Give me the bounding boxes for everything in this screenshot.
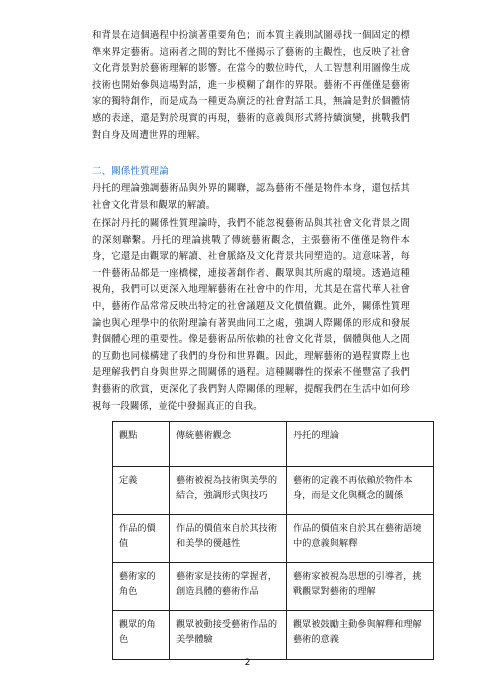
comparison-table	[112, 421, 434, 660]
section-heading: 二、關係性質理論	[92, 166, 169, 177]
table-header-row	[113, 422, 434, 467]
body-paragraph-1: 和背景在這個過程中扮演著重要角色；而本質主義則試圖尋找一個固定的標準來界定藝術。這兩者之間的對比不僅揭示了藝術的主觀性，也反映了社會文化背景對於藝術理解的影響。在當今的數位時代，人工智慧利用圖像生成技術也開始參與這場對話，進一步模糊了創作的界限。藝術不再僅僅是藝術家的獨特創作，而是成為一種更為廣泛的社會對話工具，無論是對於個體情感的表達，還是對於現實的再現，藝術的意義與形式將持續演變，挑戰我們對自身及周遭世界的理解。	[92, 30, 410, 141]
table-cell: 作品的價值來自於其在藝術語境中的意義與解釋	[287, 515, 434, 563]
table-header-cell: 傳統藝術觀念	[170, 422, 287, 467]
table-cell: 藝術家是技術的掌握者，創造具體的藝術作品	[170, 563, 287, 611]
table-cell: 觀眾被動接受藝術作品的美學體驗	[170, 611, 287, 660]
table-header-cell: 觀點	[113, 422, 170, 467]
table-row	[113, 563, 434, 611]
table-cell: 藝術家被視為思想的引導者，挑戰觀眾對藝術的理解	[287, 563, 434, 611]
table-row	[113, 611, 434, 660]
table-cell: 觀眾的角色	[113, 611, 170, 660]
body-paragraph-3: 在探討丹托的關係性質理論時，我們不能忽視藝術品與其社會文化背景之間的深刻聯繫。丹托的理論挑戰了傳統藝術觀念，主張藝術不僅僅是物件本身，它還是由觀眾的解讀、社會脈絡及文化背景共同塑造的。這意味著，每一件藝術品都是一座橋樑，連接著創作者、觀眾與其所處的環境。透過這種視角，我們可以更深入地理解藝術在社會中的作用，尤其是在當代華人社會中，藝術作品常常反映出特定的社會議題及文化價值觀。此外，關係性質理論也與心理學中的依附理論有著異曲同工之處，強調人際關係的形成和發展對個體心理的重要性。像是藝術品所依賴的社會文化背景，個體與他人之間的互動也同樣構建了我們的身份和世界觀。因此，理解藝術的過程實際上也是理解我們自身與世界之間關係的過程。這種關聯性的探索不僅豐富了我們對藝術的欣賞，更深化了我們對人際關係的理解，提醒我們在生活中如何珍視每一段關係，並從中發掘真正的自我。	[92, 218, 410, 412]
table-header-cell: 丹托的理論	[287, 422, 434, 467]
table-cell: 作品的價值來自於其技術和美學的優越性	[170, 515, 287, 563]
table-row	[113, 515, 434, 563]
page-number: 2	[244, 658, 251, 668]
body-paragraph-2: 丹托的理論強調藝術品與外界的關聯，認為藝術不僅是物件本身，還包括其社會文化背景和觀眾的解讀。	[92, 183, 410, 211]
table-row	[113, 467, 434, 515]
table-cell: 觀眾被鼓勵主動參與解釋和理解藝術的意義	[287, 611, 434, 660]
table-cell: 藝術的定義不再依賴於物件本身，而是文化與概念的關係	[287, 467, 434, 515]
table-cell: 定義	[113, 467, 170, 515]
table-cell: 藝術被視為技術與美學的結合，強調形式與技巧	[170, 467, 287, 515]
table-cell: 藝術家的角色	[113, 563, 170, 611]
table-cell: 作品的價值	[113, 515, 170, 563]
